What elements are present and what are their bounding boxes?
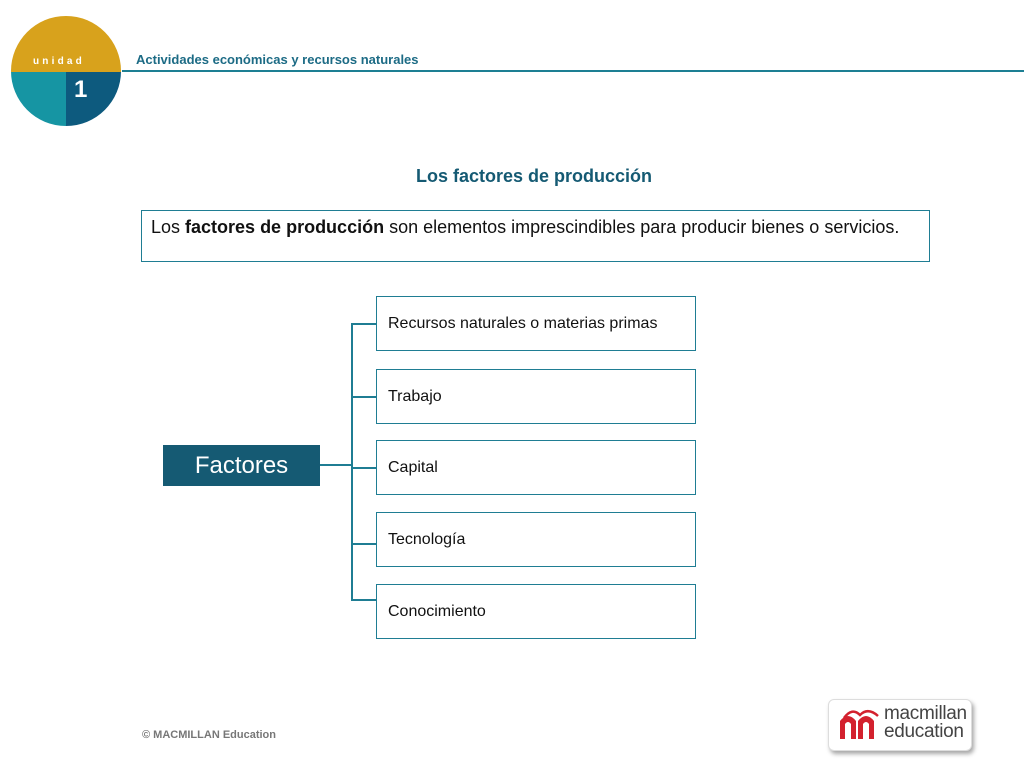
factor-label: Capital <box>388 458 438 476</box>
factors-root-node <box>163 445 320 486</box>
branch-connector <box>351 467 377 469</box>
root-connector <box>320 464 351 466</box>
definition-keyword: factores de producción <box>185 217 385 237</box>
unit-badge-graphic <box>11 16 121 126</box>
logo-line-1: macmillan <box>884 703 967 724</box>
unit-title: Actividades económicas y recursos naturales <box>136 52 419 67</box>
branch-connector <box>351 323 377 325</box>
copyright-notice: © MACMILLAN Education <box>142 729 276 741</box>
factor-node-labor <box>376 369 696 424</box>
vertical-connector <box>351 323 353 600</box>
factor-node-knowledge <box>376 584 696 639</box>
header-rule <box>122 70 1024 72</box>
branch-connector <box>351 396 377 398</box>
branch-connector <box>351 599 377 601</box>
factor-node-capital <box>376 440 696 495</box>
factor-label: Recursos naturales o materias primas <box>388 314 658 332</box>
macmillan-logo <box>828 699 972 751</box>
unit-number: 1 <box>74 76 88 103</box>
unit-badge <box>11 16 121 126</box>
factor-label: Trabajo <box>388 387 442 405</box>
definition-prefix: Los <box>151 217 186 237</box>
factor-node-natural-resources <box>376 296 696 351</box>
logo-line-2: education <box>884 721 964 742</box>
definition-suffix: son elementos imprescindibles para producir bienes o servicios. <box>384 217 900 237</box>
factor-label: Tecnología <box>388 530 466 548</box>
branch-connector <box>351 543 377 545</box>
unit-badge-label: unidad <box>33 56 85 67</box>
macmillan-logo-icon <box>838 707 880 743</box>
section-title: Los factores de producción <box>415 166 653 186</box>
factor-label: Conocimiento <box>388 602 486 620</box>
definition-box <box>141 210 930 262</box>
factor-node-technology <box>376 512 696 567</box>
factors-root-label: Factores <box>194 451 289 479</box>
